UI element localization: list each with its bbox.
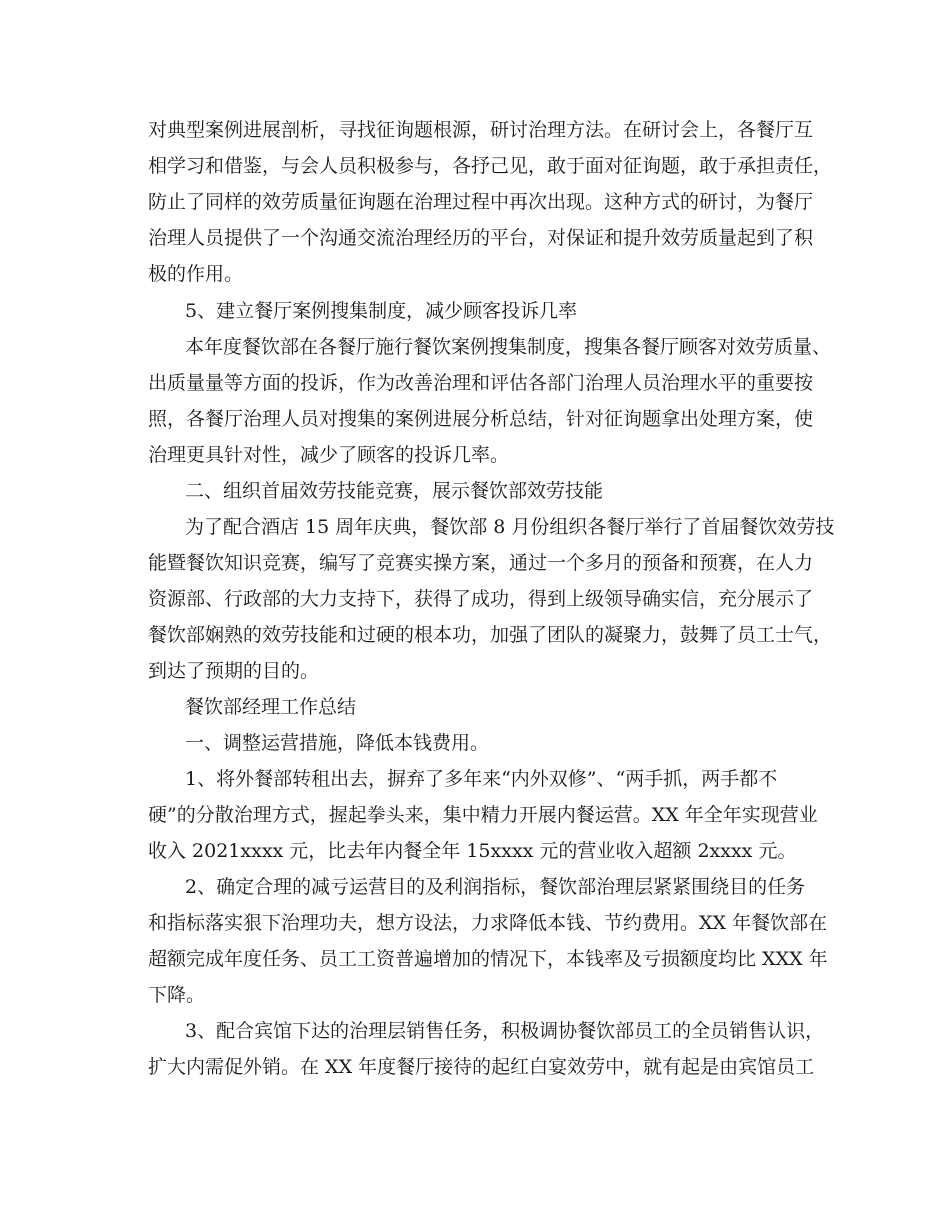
paragraph-line: 治理人员提供了一个沟通交流治理经历的平台，对保证和提升效劳质量起到了积: [148, 227, 814, 249]
paragraph-line: 防止了同样的效劳质量征询题在治理过程中再次出现。这种方式的研讨，为餐厅: [148, 191, 814, 213]
paragraph-line: 出质量量等方面的投诉，作为改善治理和评估各部门治理人员治理水平的重要按: [148, 372, 814, 394]
paragraph-line: 硬”的分散治理方式，握起拳头来，集中精力开展内餐运营。XX 年全年实现营业: [148, 804, 818, 826]
paragraph-line: 资源部、行政部的大力支持下，获得了成功，得到上级领导确实信，充分展示了: [148, 588, 814, 610]
paragraph-line: 3、配合宾馆下达的治理层销售任务，积极调协餐饮部员工的全员销售认识，: [185, 1020, 825, 1042]
document-title: 餐饮部经理工作总结: [185, 696, 357, 718]
paragraph-line: 对典型案例进展剖析，寻找征询题根源，研讨治理方法。在研讨会上，各餐厅互: [148, 119, 814, 141]
paragraph-line: 下降。: [148, 984, 206, 1006]
paragraph-line: 相学习和借鉴，与会人员积极参与，各抒己见，敢于面对征询题，敢于承担责任，: [148, 155, 833, 177]
paragraph-line: 和指标落实狠下治理功夫，想方设法，力求降低本钱、节约费用。XX 年餐饮部在: [148, 912, 828, 934]
paragraph-line: 到达了预期的目的。: [148, 660, 320, 682]
paragraph-line: 2、确定合理的减亏运营目的及利润指标，餐饮部治理层紧紧围绕目的任务: [185, 876, 806, 898]
paragraph-line: 治理更具针对性，减少了顾客的投诉几率。: [148, 444, 510, 466]
section-heading: 一、调整运营措施，降低本钱费用。: [185, 732, 490, 754]
paragraph-line: 能暨餐饮知识竞赛，编写了竞赛实操方案，通过一个多月的预备和预赛，在人力: [148, 552, 814, 574]
paragraph-line: 1、将外餐部转租出去，摒弃了多年来“内外双修”、“两手抓，两手都不: [185, 768, 778, 790]
paragraph-line: 餐饮部娴熟的效劳技能和过硬的根本功，加强了团队的凝聚力，鼓舞了员工士气，: [148, 624, 833, 646]
paragraph-line: 收入 2021xxxx 元，比去年内餐全年 15xxxx 元的营业收入超额 2xxxx 元。: [148, 840, 797, 862]
paragraph-line: 超额完成年度任务、员工工资普遍增加的情况下，本钱率及亏损额度均比 XXX 年: [148, 948, 828, 970]
section-heading: 二、组织首届效劳技能竞赛，展示餐饮部效劳技能: [185, 480, 604, 502]
section-heading: 5、建立餐厅案例搜集制度，减少顾客投诉几率: [185, 300, 578, 322]
paragraph-line: 照，各餐厅治理人员对搜集的案例进展分析总结，针对征询题拿出处理方案，使: [148, 408, 814, 430]
paragraph-line: 本年度餐饮部在各餐厅施行餐饮案例搜集制度，搜集各餐厅顾客对效劳质量、: [185, 336, 832, 358]
paragraph-line: 极的作用。: [148, 263, 244, 285]
paragraph-line: 扩大内需促外销。在 XX 年度餐厅接待的起红白宴效劳中，就有起是由宾馆员工: [148, 1056, 815, 1078]
paragraph-line: 为了配合酒店 15 周年庆典，餐饮部 8 月份组织各餐厅举行了首届餐饮效劳技: [185, 516, 835, 538]
